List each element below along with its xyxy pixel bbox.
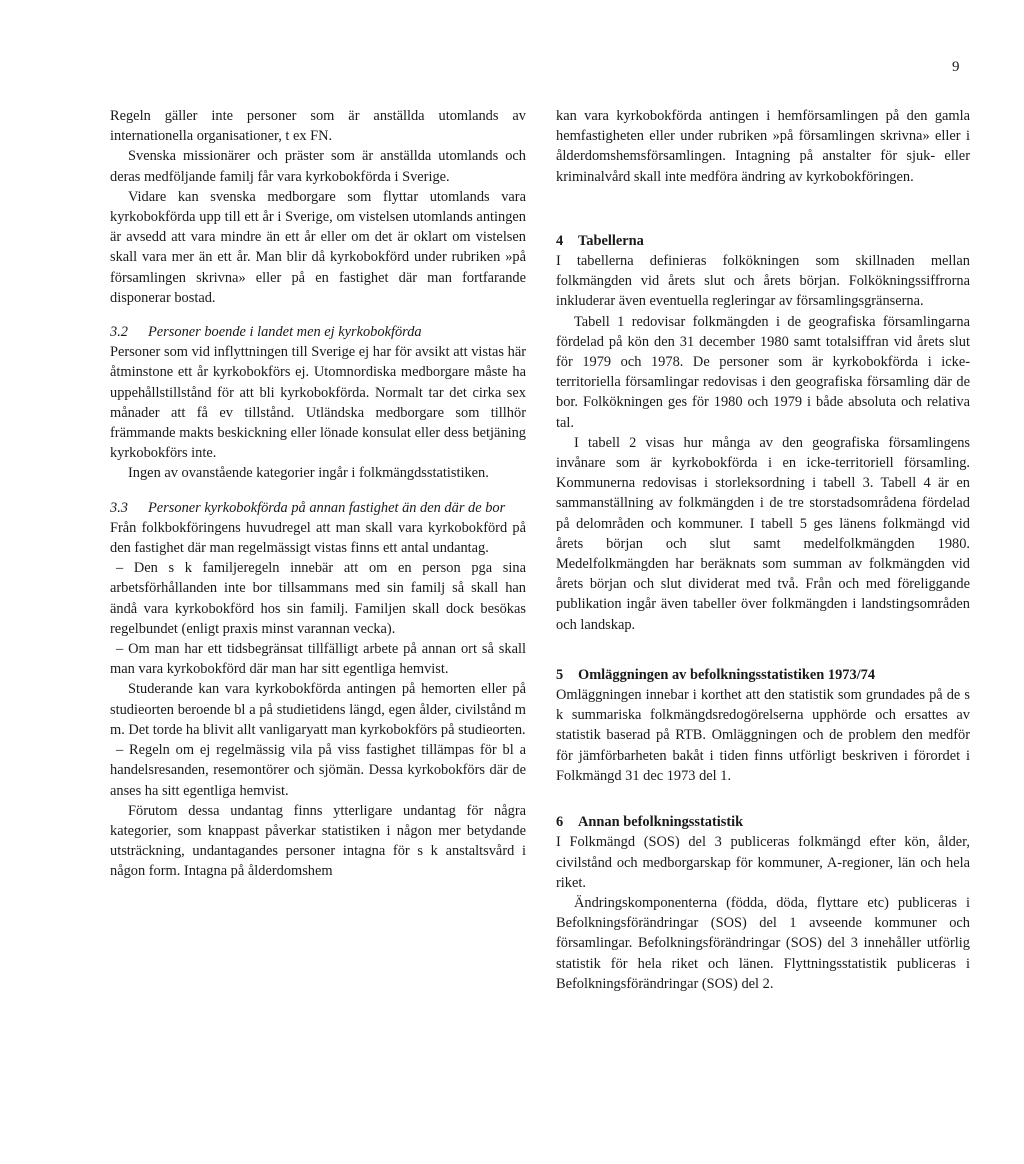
section-6-paragraph: Ändringskomponenterna (födda, döda, flyttare etc) publiceras i Befolkningsförändringar (SOS) del 1 avseende kommuner och församlingar. Befolkningsförändringar (SOS) del 3 innehåller utförlig statistik för hela riket och länen. Flyttningsstatistik publiceras i Befolkningsförändringar (SOS) del 2.	[556, 894, 970, 992]
section-3-2-paragraph: Personer som vid inflyttningen till Sverige ej har för avsikt att vistas här åtminstone ett år kyrkobokförs ej. Utomnordiska medborgare måste ha uppehållstillstånd för att bli kyrkobokförda. Normalt tar det cirka sex månader att få ev tillstånd. Utländska medborgare som tillhör främmande makts beskickning eller lönade konsulat eller dess betjäning kyrkobokförs inte.	[110, 344, 526, 462]
list-item-temporary-work: – Om man har ett tidsbegränsat tillfälligt arbete på annan ort så skall man vara kyrkobokförd där man har sitt egentliga hemvist.	[110, 641, 526, 678]
section-3-2-heading	[110, 322, 526, 342]
section-3-2-paragraph: Ingen av ovanstående kategorier ingår i folkmängdsstatistiken.	[128, 465, 489, 482]
section-title: Personer boende i landet men ej kyrkobokförda	[148, 324, 422, 341]
list-item-family-rule: – Den s k familjeregeln innebär att om en person pga sina arbetsförhållanden inte bor tillsammans med sin familj så skall han ändå vara kyrkobokförd hos sin familj. Familjen skall dock besökas regelbundet (enligt praxis minst varannan vecka).	[110, 560, 526, 637]
section-5-paragraph: Omläggningen innebar i korthet att den statistik som grundades på de s k summariska folkmängdsredogörelserna upphörde och ersattes av statistik baserad på RTB. Omläggningen och de problem den medför för jämförbarheten bakåt i tiden finns utförligt beskriven i förordet i Folkmängd 31 dec 1973 del 1.	[556, 687, 970, 784]
page-number: 9	[952, 59, 960, 75]
section-3-3-paragraph: Från folkbokföringens huvudregel att man skall vara kyrkobokförd på den fastighet där man regelmässigt vistas finns ett antal undantag.	[110, 519, 526, 557]
right-column	[556, 106, 970, 994]
section-number: 6	[556, 814, 564, 831]
section-5-heading	[556, 665, 970, 685]
paragraph-abroad: Vidare kan svenska medborgare som flyttar utomlands vara kyrkobokförda upp till ett år i Sverige, om vistelsen utomlands antingen är avsedd att vara mindre än ett år eller om det är oklart om vistelsen skall vara mer än ett år. Man blir då kyrkobokförd under rubriken »på församlingen skrivna» eller på en fastighet där man fortfarande disponerar bostad.	[110, 188, 526, 306]
section-number: 4	[556, 232, 564, 249]
section-4-heading	[556, 231, 970, 251]
section-number: 3.2	[110, 324, 128, 341]
section-6-heading	[556, 812, 970, 832]
section-title: Omläggningen av befolkningsstatistiken 1973/74	[578, 666, 876, 683]
section-title: Personer kyrkobokförda på annan fastighet än den där de bor	[148, 499, 506, 516]
left-column	[110, 106, 526, 882]
section-6-paragraph: I Folkmängd (SOS) del 3 publiceras folkmängd efter kön, ålder, civilstånd och medborgarskap för kommuner, A-regioner, län och hela riket.	[556, 834, 970, 891]
paragraph-students: Studerande kan vara kyrkobokförda antingen på hemorten eller på studieorten beroende bl a på studietidens längd, egen ålder, civilstånd m m. Det torde ha blivit allt vanligaryatt man kyrkobokförs på studieorten.	[110, 681, 526, 738]
paragraph-rule-exception: Regeln gäller inte personer som är anställda utomlands av internationella organisationer, t ex FN.	[110, 108, 526, 145]
section-number: 3.3	[110, 499, 128, 516]
section-number: 5	[556, 666, 564, 683]
section-title: Tabellerna	[578, 232, 644, 249]
section-4-paragraph: Tabell 1 redovisar folkmängden i de geografiska församlingarna fördelad på kön den 31 december 1980 samt totalsiffran vid årets slut för 1979 och 1978. De personer som är kyrkobokförda i icke-territoriella församlingar redovisas i den geografiska församling där de bor. Folkökningen ges för 1980 och 1979 i både absoluta och relativa tal.	[556, 313, 970, 431]
section-4-paragraph: I tabellerna definieras folkökningen som skillnaden mellan folkmängden vid årets slut och årets början. Folkökningssiffrorna inkluderar även eventuella regleringar av församlingsgränserna.	[556, 253, 970, 310]
paragraph-other-exceptions: Förutom dessa undantag finns ytterligare undantag för några kategorier, som knappast påverkar statistiken i någon mer betydande utsträckning, undantagandes personer intagna för s k anstaltsvård i någon form. Intagna på ålderdomshem	[110, 802, 526, 880]
section-4-paragraph: I tabell 2 visas hur många av den geografiska församlingens invånare som är kyrkobokförda i en icke-territoriell församling. Kommunerna redovisas i storleksordning i tabell 3. Tabell 4 är en sammanställning av folkmängden i de tre storstadsområdena fördelad på delområden och kommuner. I tabell 5 ges länens folkmängd vid årets början och slut samt medelfolkmängden 1980. Medelfolkmängden har beräknats som summan av folkmängden vid årets början och slut dividerat med två. Från och med föreliggande publikation ingår även tabeller över folkmängden i landstingsområden och landskap.	[556, 434, 970, 633]
section-title: Annan befolkningsstatistik	[578, 814, 744, 831]
section-3-3-heading	[110, 498, 526, 518]
list-item-irregular-rest: – Regeln om ej regelmässig vila på viss fastighet tillämpas för bl a handelsresanden, resemontörer och sjömän. Dessa kyrkobokförs där de anses ha sitt egentliga hemvist.	[110, 742, 526, 799]
paragraph-continuation: kan vara kyrkobokförda antingen i hemförsamlingen på den gamla hemfastigheten eller under rubriken »på församlingen skrivna» eller i ålderdomshemsförsamlingen. Intagning på anstalter för sjuk- eller kriminalvård skall inte medföra ändring av kyrkobokföringen.	[556, 108, 970, 185]
paragraph-missionaries: Svenska missionärer och präster som är anställda utomlands och deras medföljande familj får vara kyrkobokförda i Sverige.	[110, 148, 526, 185]
